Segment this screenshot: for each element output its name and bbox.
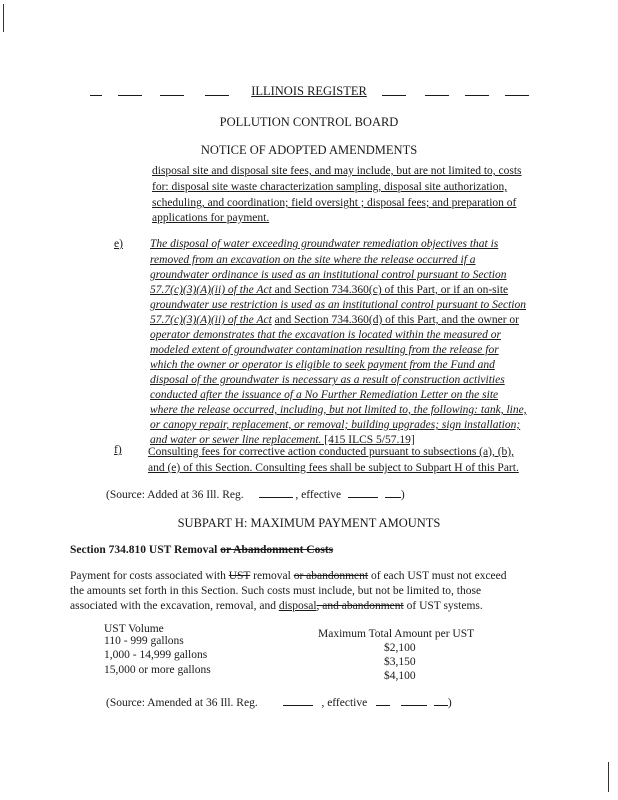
cont-line-3: scheduling, and coordination; field oversight ; disposal fees; and preparation of — [152, 197, 517, 209]
e-line-4-cite: 57.7(c)(3)(A)(ii) of the Act — [150, 284, 272, 296]
subpart-heading: SUBPART H: MAXIMUM PAYMENT AMOUNTS — [177, 516, 441, 530]
e-line-3: groundwater ordinance is used as an institutional control pursuant to Section — [150, 269, 507, 281]
p3-underlined: disposal — [278, 600, 317, 612]
source-blank-date2 — [385, 487, 401, 498]
e-line-2: removed from an excavation on the site where the release occurred if a — [150, 254, 476, 266]
notice-title: NOTICE OF ADOPTED AMENDMENTS — [200, 143, 418, 157]
e-line-7: operator demonstrates that the excavation is located within the measured or — [150, 329, 501, 341]
p1-text-a: Payment for costs associated with — [70, 570, 229, 582]
source2-blank-reg — [283, 695, 313, 706]
e-line-4 — [150, 283, 508, 297]
board-title: POLLUTION CONTROL BOARD — [219, 115, 399, 129]
source-amended-effective: , effective — [321, 697, 368, 709]
e-line-14-cite: [415 ILCS 5/57.19] — [321, 434, 415, 446]
e-line-13: or canopy repair, replacement, or removal; building upgrades; sign installation; — [150, 419, 521, 431]
scan-mark-bottom-right — [608, 762, 609, 792]
cont-line-2: for: disposal site waste characterization sampling, disposal site authorization, — [152, 181, 508, 193]
e-line-6-rest: and Section 734.360(d) of this Part, and the owner or — [274, 314, 519, 326]
e-line-9: which the owner or operator is eligible to seek payment from the Fund and — [150, 359, 495, 371]
table-row-volume: 1,000 - 14,999 gallons — [104, 649, 208, 661]
p3-text-b: of UST systems. — [403, 600, 483, 612]
section-para-line-1 — [70, 569, 507, 583]
table-row-amount: $3,150 — [384, 656, 416, 668]
table-header-volume: UST Volume — [104, 623, 164, 635]
source-amended-close: ) — [447, 697, 452, 709]
scan-mark-top-left — [3, 4, 4, 32]
source-amended-prefix: (Source: Amended at 36 Ill. Reg. — [106, 697, 258, 709]
subsection-e-label: e) — [114, 238, 123, 250]
section-heading-text: Section 734.810 UST Removal — [70, 544, 221, 556]
section-para-line-3 — [70, 599, 483, 613]
f-line-2: and (e) of this Section. Consulting fees shall be subject to Subpart H of this Part. — [148, 462, 519, 474]
section-heading — [70, 543, 333, 557]
e-line-12: where the release occurred, including, but not limited to, the following: tank, line, — [150, 404, 527, 416]
source-added-effective: , effective — [295, 489, 342, 501]
e-line-6-cite: 57.7(c)(3)(A)(ii) of the Act — [150, 314, 272, 326]
source-added-close: ) — [400, 489, 405, 501]
source-note-added — [106, 487, 405, 502]
source-blank-date — [348, 487, 378, 498]
source2-blank-date3 — [434, 695, 448, 706]
p1-text-b: removal — [250, 570, 294, 582]
p3-text-a: associated with the excavation, removal, and — [70, 600, 279, 612]
p1-struck-ust: UST — [228, 570, 251, 582]
table-header-amount: Maximum Total Amount per UST — [318, 628, 475, 640]
source2-blank-date — [376, 695, 390, 706]
e-line-4-rest: and Section 734.360(c) of this Part, or if an on-site — [271, 284, 509, 296]
p1-text-c: of each UST must not exceed — [368, 570, 507, 582]
register-title: ILLINOIS REGISTER — [251, 84, 367, 98]
source2-blank-date2 — [401, 695, 427, 706]
e-line-5: groundwater use restriction is used as an institutional control pursuant to Section — [150, 299, 526, 311]
e-line-1: The disposal of water exceeding groundwater remediation objectives that is — [150, 238, 499, 250]
e-line-6 — [150, 313, 519, 327]
subsection-f-label: f) — [114, 444, 122, 456]
e-line-11: conducted after the issuance of a No Further Remediation Letter on the site — [150, 389, 499, 401]
section-para-line-2: the amounts set forth in this Section. Such costs must include, but not be limited to, those — [70, 585, 482, 597]
table-row-volume: 110 - 999 gallons — [104, 635, 184, 647]
source-note-amended — [106, 695, 452, 710]
cont-line-1: disposal site and disposal site fees, and may include, but are not limited to, costs — [152, 165, 522, 177]
e-line-10: disposal of the groundwater is necessary as a result of construction activities — [150, 374, 505, 386]
cont-line-4: applications for payment. — [152, 212, 270, 224]
source-blank-reg — [259, 487, 293, 498]
table-row-volume: 15,000 or more gallons — [104, 664, 211, 676]
source-added-prefix: (Source: Added at 36 Ill. Reg. — [106, 489, 244, 501]
section-heading-struck: or Abandonment Costs — [220, 544, 334, 556]
f-line-1: Consulting fees for corrective action conducted pursuant to subsections (a), (b), — [148, 446, 514, 458]
e-line-8: modeled extent of groundwater contamination resulting from the release for — [150, 344, 499, 356]
e-line-14-text: and water or sewer line replacement. — [150, 434, 322, 446]
p1-struck-abandonment: or abandonment — [293, 570, 369, 582]
p3-struck: , and abandonment — [316, 600, 404, 612]
table-row-amount: $2,100 — [384, 642, 416, 654]
table-row-amount: $4,100 — [384, 670, 416, 682]
